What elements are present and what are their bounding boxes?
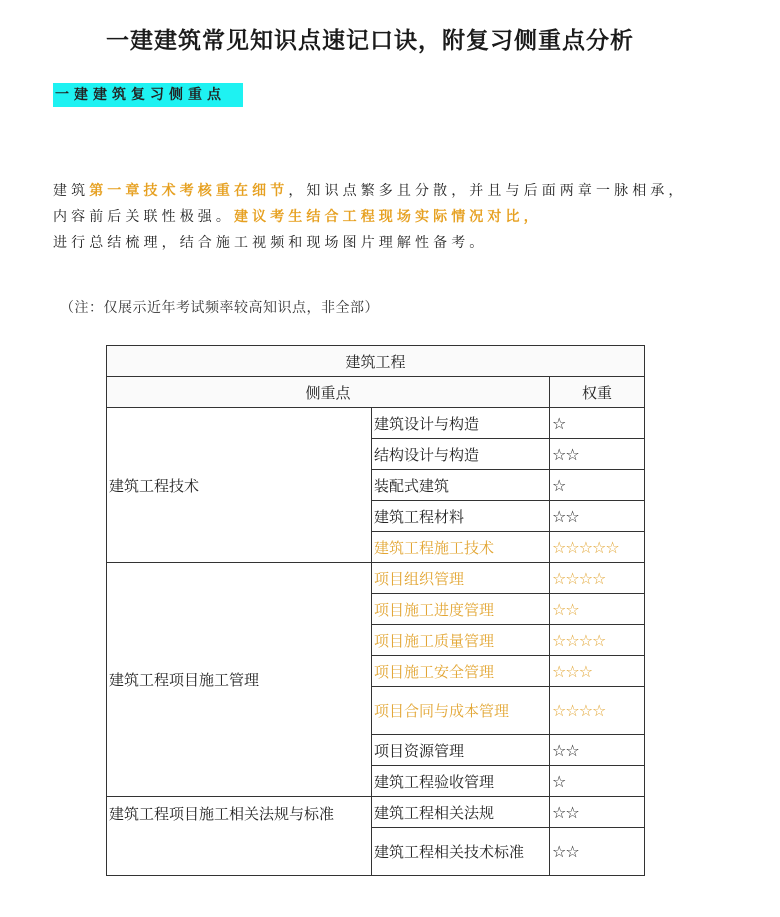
table-row xyxy=(107,797,645,828)
paragraph-text: 进行总结梳理，结合施工视频和现场图片理解性备考。 xyxy=(53,235,488,251)
weight-cell: ☆☆ xyxy=(550,797,645,828)
weight-cell: ☆☆ xyxy=(550,501,645,532)
item-cell: 结构设计与构造 xyxy=(372,439,550,470)
category-cell: 建筑工程项目施工管理 xyxy=(107,563,372,797)
table-note: （注：仅展示近年考试频率较高知识点，非全部） xyxy=(60,300,379,316)
weight-cell: ☆☆ xyxy=(550,828,645,876)
weight-cell: ☆☆☆☆ xyxy=(550,687,645,735)
weight-cell: ☆ xyxy=(550,470,645,501)
item-cell: 项目合同与成本管理 xyxy=(372,687,550,735)
weight-cell: ☆☆ xyxy=(550,594,645,625)
weight-cell: ☆☆ xyxy=(550,439,645,470)
item-cell: 项目组织管理 xyxy=(372,563,550,594)
section-tag: 一建建筑复习侧重点 xyxy=(53,83,243,107)
table-row xyxy=(107,563,645,594)
item-cell: 建筑工程材料 xyxy=(372,501,550,532)
page-title: 一建建筑常见知识点速记口诀，附复习侧重点分析 xyxy=(106,28,634,54)
category-cell: 建筑工程技术 xyxy=(107,408,372,563)
item-cell: 项目施工进度管理 xyxy=(372,594,550,625)
category-cell: 建筑工程项目施工相关法规与标准 xyxy=(107,797,372,876)
paragraph-highlight: 建议考生结合工程现场实际情况对比， xyxy=(234,209,542,225)
item-cell: 建筑工程相关法规 xyxy=(372,797,550,828)
table-caption-row xyxy=(107,346,645,377)
paragraph-text: ，知识点繁多且分散，并且与后面两章一脉相承，内容前后关联性极强。 xyxy=(53,183,687,225)
item-cell: 建筑工程验收管理 xyxy=(372,766,550,797)
weight-cell: ☆☆☆☆ xyxy=(550,625,645,656)
item-cell: 建筑工程施工技术 xyxy=(372,532,550,563)
weight-cell: ☆ xyxy=(550,408,645,439)
focus-table xyxy=(106,345,645,876)
column-header-weight: 权重 xyxy=(550,377,645,408)
weight-cell: ☆☆☆ xyxy=(550,656,645,687)
weight-cell: ☆☆☆☆☆ xyxy=(550,532,645,563)
table-header-row xyxy=(107,377,645,408)
item-cell: 项目施工质量管理 xyxy=(372,625,550,656)
item-cell: 项目施工安全管理 xyxy=(372,656,550,687)
item-cell: 项目资源管理 xyxy=(372,735,550,766)
item-cell: 装配式建筑 xyxy=(372,470,550,501)
weight-cell: ☆ xyxy=(550,766,645,797)
item-cell: 建筑设计与构造 xyxy=(372,408,550,439)
weight-cell: ☆☆☆☆ xyxy=(550,563,645,594)
intro-paragraph xyxy=(53,178,693,256)
paragraph-text: 建筑 xyxy=(53,183,90,199)
column-header-focus: 侧重点 xyxy=(107,377,550,408)
table-row xyxy=(107,408,645,439)
paragraph-highlight: 第一章技术考核重在细节 xyxy=(89,183,289,199)
item-cell: 建筑工程相关技术标准 xyxy=(372,828,550,876)
table-caption: 建筑工程 xyxy=(107,346,645,377)
weight-cell: ☆☆ xyxy=(550,735,645,766)
